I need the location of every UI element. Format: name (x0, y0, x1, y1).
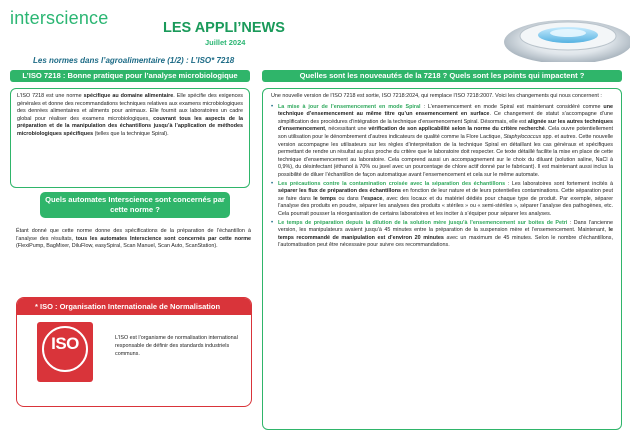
iso-definition-panel (16, 297, 252, 407)
iso-definition-text: L’ISO est l’organisme de normalisation international responsable de définir des standards industriels communs. (115, 335, 238, 357)
news-item-contamination: • Les précautions contre la contamination croisée avec la séparation des échantillons : Les laboratoires sont fortement incités à séparer les flux de préparation des échantillons en fonction de leur nature et de leurs potentielles contaminations. Cette séparation peut se faire dans le temps ou dans l’espace, avec des locaux et du matériel dédiés pour chaque type de produit. Par exemple, séparer l’analyse des produits en poudre, séparer les analyses des produits « stériles » ou « semi-stériles », séparer l’analyse des pathogènes, etc. Cela pourrait pousser la réorganisation de certains laboratoires et les inciter à s’équiper pour séparer les analyses. (271, 181, 613, 219)
news-item-preparation-time: • Le temps de préparation depuis la dilution de la solution mère jusqu’à l’ensemencement sur boites de Petri : Dans l’ancienne version, les manipulateurs avaient jusqu’à 45 minutes entre la préparation de la suspension mère et l’ensemencement. Maintenant, le temps recommandé de manipulation est d’environ 20 minutes avec un maximum de 45 minutes. Selon le nombre d’échantillons, l’automatisation peut être nécessaire pour suivre ces recommandations. (271, 220, 613, 250)
news-section-box (262, 88, 622, 430)
brand-logo: interscience (10, 8, 109, 28)
news-section-heading: Quelles sont les nouveautés de la 7218 ? Quels sont les points qui impactent ? (262, 70, 622, 82)
iso-definition-heading: * ISO : Organisation Internationale de Normalisation (17, 298, 251, 315)
automates-section-text: Étant donné que cette norme donne des spécifications de la préparation de l’échantillon à l’analyse des résultats, tous les automates Interscience sont concernés par cette norme (FlexiPump, BagMixer, DiluFlow, easySpiral, Scan Manuel, Scan Auto, ScanStation). (16, 228, 252, 250)
spiral-plater-image (498, 2, 630, 62)
news-intro: Une nouvelle version de l’ISO 7218 est sortie, ISO 7218:2024, qui remplace l’ISO 7218:2007. Voici les changements qui nous concernent : (271, 93, 602, 99)
page-subtitle: Les normes dans l’agroalimentaire (1/2) : L’ISO* 7218 (33, 56, 235, 65)
iso-section-heading: L’ISO 7218 : Bonne pratique pour l’analyse microbiologique (10, 70, 250, 82)
iso-logo-icon: ISO (37, 322, 93, 382)
newsletter-title: LES APPLI’NEWS (163, 20, 285, 36)
news-list (271, 104, 613, 250)
news-item-spiral: • La mise à jour de l’ensemencement en mode Spiral : L’ensemencement en mode Spiral est maintenant considéré comme une technique d’ensemencement au même titre qu’un ensemencement en surface. Ce changement de statut s’accompagne d’une simplification des procédures d’intégration de la technique d’ensemencement Spiral. Désormais, elle est alignée sur les autres techniques d’ensemencement, nécessitant une vérification de son applicabilité selon la norme du critère recherché. Cela ouvre potentiellement son utilisation pour le dénombrement d’autres indicateurs de qualité comme la Flore Lactique, Staphylococcus spp. et autres. Cette nouvelle version accompagne les utilisateurs sur les règles d’interprétation de la technique Spiral en détaillant les cas généraux et spécifiques permettant de rendre un résultat au plus proche du critère que le laboratoire doit respecter. Ce texte détaillé facilite la mise en place de cette technique d’ensemencement au laboratoire. Cela comprend aussi un accompagnement sur le choix du diluant (solution saline, NaCl à 0,9%), du désinfectant (éthanol à 70% ou javel avec un pourcentage de chlore actif donné par le fabricant). Il est maintenant aussi inclus la possibilité de diluer l’échantillon de façon automatique avant l’ensemencement et cela sur le même automate. (271, 104, 613, 180)
newsletter-date: Juillet 2024 (205, 38, 246, 47)
iso-section-text: L’ISO 7218 est une norme spécifique au domaine alimentaire. Elle spécifie des exigences générales et donne des recommandations techniques relatives aux examens microbiologiques des denrées alimentaires et aliments pour animaux. Elle fournit aux laboratoires un cadre global pour réaliser des examens microbiologiques, couvrant tous les aspects de la préparation et de la manipulation des échantillons jusqu’à l’application de méthodes microbiologiques spécifiques (telles que la technique Spiral). (17, 93, 243, 137)
automates-section-heading: Quels automates Interscience sont concernés par cette norme ? (40, 192, 230, 218)
iso-section-box (10, 88, 250, 188)
